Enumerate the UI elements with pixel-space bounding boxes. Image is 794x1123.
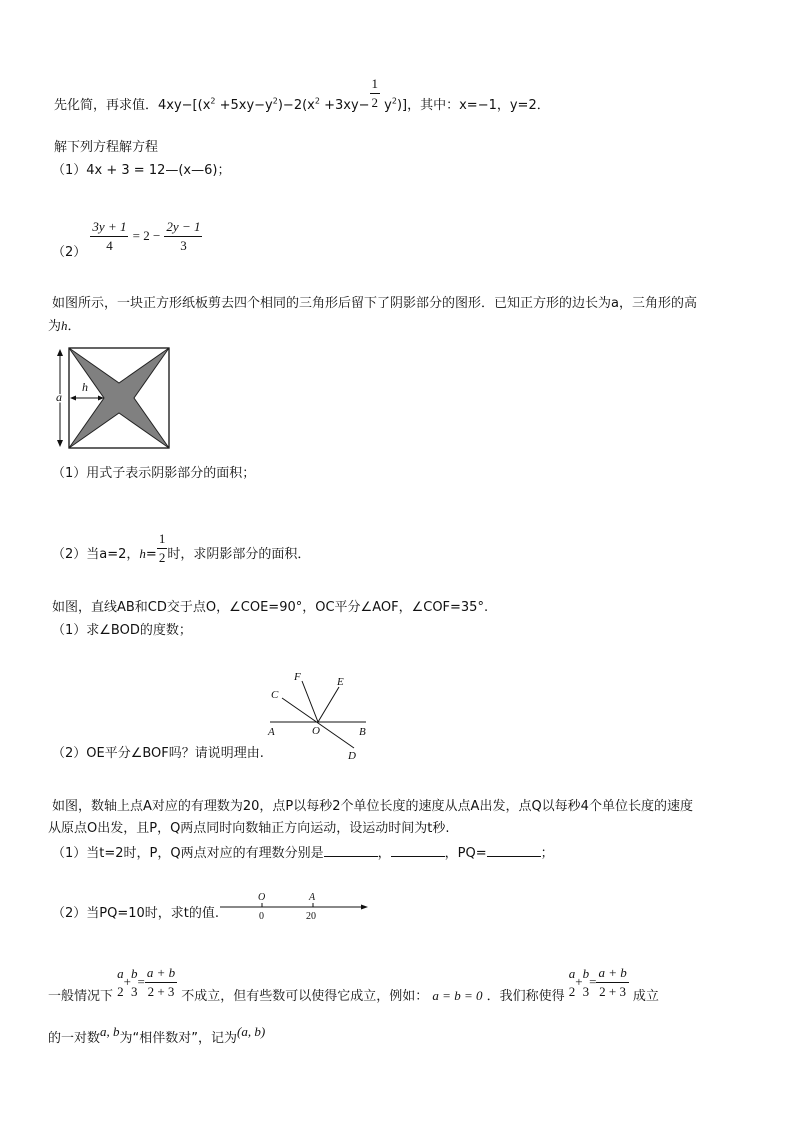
label-B: B (359, 726, 366, 738)
q6-frac-sum-b: $\frac{a + b}{2 + 3}$ (598, 965, 627, 999)
q4-intro: 如图，直线AB和CD交于点O，∠COE=90°，OC平分∠AOF，∠COF=35°. (52, 600, 489, 615)
q4-part2: （2）OE平分∠BOF吗？请说明理由. (52, 746, 264, 761)
blank-pq (487, 844, 541, 857)
axis-arrow (361, 905, 368, 910)
angle-figure (262, 668, 382, 764)
q3-part1: （1）用式子表示阴影部分的面积； (52, 466, 256, 481)
q3-intro-line2: 为h． (48, 318, 81, 334)
q2-part1: （1）4x + 3 = 12—(x—6)； (52, 163, 231, 178)
q2-lhs-fraction: $\frac{3y + 1}{4}$ (92, 219, 127, 253)
q5-intro-line1: 如图，数轴上点A对应的有理数为20，点P以每秒2个单位长度的速度从点A出发，点Q以每秒4个单位长度的速度 (52, 799, 693, 814)
label-A: A (309, 892, 316, 903)
q6-frac-a2: a 2 (117, 965, 124, 999)
label-h: h (82, 380, 88, 394)
number-line (218, 888, 374, 922)
q3-fraction: $\frac{1}{2}$ (158, 531, 166, 565)
q4-part1: （1）求∠BOD的度数； (52, 623, 192, 638)
blank-p (324, 844, 378, 857)
q6-line1: 一般情况下 a 2 + b 3 = $\frac{a + b}{2 + 3}$ 不成立，但有些数可以使得它成立，例如： a = b = 0 ．我们称使得 a 2 + b 3 = $\frac{a + b}{2 + 3}$ 成立 (48, 965, 659, 1004)
q3-part2: （2）当a=2，h= $\frac{1}{2}$ 时，求阴影部分的面积． (52, 531, 311, 565)
h-arrow-head-left (70, 396, 76, 401)
q6-frac-sum: $\frac{a + b}{2 + 3}$ (146, 965, 176, 999)
arrow-head-down (57, 440, 63, 447)
label-O: O (312, 725, 320, 737)
q2-heading: 解下列方程解方程 (54, 140, 159, 155)
label-C: C (271, 689, 279, 701)
q1-simplify: 先化简，再求值．$4xy-[(x^2 +5xy-y^2)-2(x^2 +3xy-$ $\frac{1}{2}$ $y^2$)]，其中：x=−1，y=2． (54, 76, 550, 113)
label-a: a (56, 390, 62, 404)
q6-frac-b3: b 3 (131, 965, 138, 999)
q5-part1: （1）当t=2时，P，Q两点对应的有理数分别是 ， ，PQ= ； (52, 846, 554, 861)
label-D: D (348, 750, 356, 762)
q3-intro-line1: 如图所示，一块正方形纸板剪去四个相同的三角形后留下了阴影部分的图形．已知正方形的边长为a，三角形的高 (52, 296, 697, 311)
label-O: O (258, 892, 266, 903)
ray-of (302, 681, 318, 722)
tick-label-0: 0 (259, 911, 264, 922)
square-star-figure (48, 346, 172, 450)
tick-label-20: 20 (306, 911, 316, 922)
q5-intro-line2: 从原点O出发，且P，Q两点同时向数轴正方向运动，设运动时间为t秒. (48, 821, 450, 836)
ray-oe (318, 687, 339, 722)
label-F: F (294, 671, 301, 683)
q1-fraction: $\frac{1}{2}$ (371, 76, 379, 110)
q6-frac-a2-b: a 2 (568, 965, 576, 999)
q2-rhs-fraction: $\frac{2y - 1}{3}$ (166, 219, 201, 253)
q6-line2: 的一对数a, b为“相伴数对”，记为(a, b) (48, 1024, 266, 1046)
blank-q (391, 844, 445, 857)
label-E: E (337, 676, 344, 688)
label-A: A (268, 726, 275, 738)
line-cd (282, 698, 354, 748)
q5-part2: （2）当PQ=10时，求t的值. (52, 906, 220, 921)
q2-part2: （2） $\frac{3y + 1}{4}$ = 2 − $\frac{2y - 1}{3}$ (52, 219, 201, 260)
arrow-head-up (57, 349, 63, 356)
q6-frac-b3-b: b 3 (582, 965, 590, 999)
